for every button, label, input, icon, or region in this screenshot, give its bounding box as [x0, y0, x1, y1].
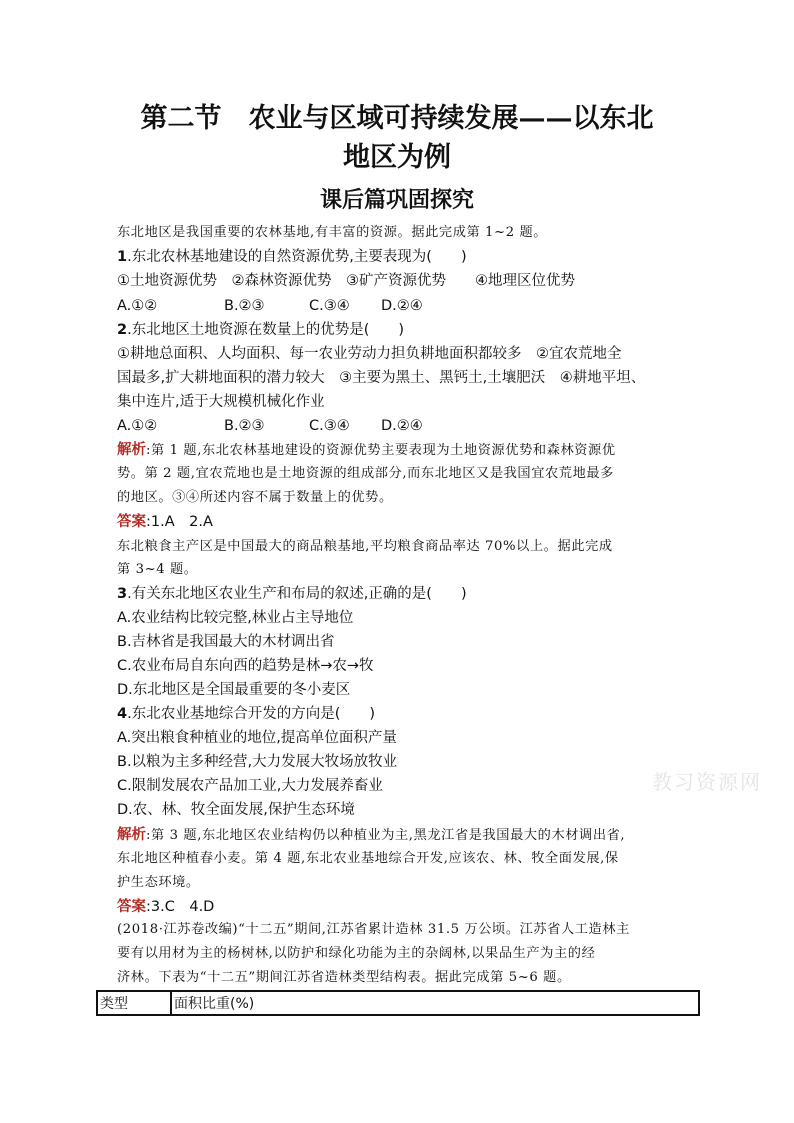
option-b: B.②③ [224, 298, 265, 314]
intro-text: 东北地区是我国重要的农林基地,有丰富的资源。据此完成第 1~2 题。 [117, 225, 548, 240]
option-c: C.农业布局自东向西的趋势是林→农→牧 [117, 658, 374, 674]
question-2-options [117, 416, 423, 436]
question-number: 1 [117, 249, 128, 265]
question-3 [117, 584, 467, 604]
intro-text: 要有以用材为主的杨树林,以防护和绿化功能为主的杂阔林,以果品生产为主的经 [117, 946, 596, 961]
table-header-row [97, 991, 699, 1015]
explanation-text: :第 1 题,东北农林基地建设的资源优势主要表现为土地资源优势和森林资源优 [146, 443, 616, 458]
table-header-cell: 面积比重(%) [171, 991, 699, 1015]
option-d: D.②④ [381, 418, 423, 434]
answer-1 [117, 512, 213, 532]
question-number: 2 [117, 322, 128, 338]
option-a: A.农业结构比较完整,林业占主导地位 [117, 610, 354, 626]
answer-2 [117, 897, 214, 917]
explanation-1 [117, 440, 616, 461]
explanation-text: 势。第 2 题,宜农荒地也是土地资源的组成部分,而东北地区又是我国宜农荒地最多 [117, 466, 614, 481]
question-1 [117, 247, 467, 267]
option-a: A.①② [117, 418, 158, 434]
explanation-text: 的地区。③④所述内容不属于数量上的优势。 [117, 490, 393, 505]
question-2 [117, 320, 404, 340]
option-d: D.东北地区是全国最重要的冬小麦区 [117, 682, 351, 698]
option-a: A.①② [117, 298, 158, 314]
intro-text: 第 3~4 题。 [117, 562, 198, 577]
table-header-cell: 类型 [97, 991, 171, 1015]
option-b: B.以粮为主多种经营,大力发展大牧场放牧业 [117, 754, 398, 770]
explanation-text: :第 3 题,东北地区农业结构仍以种植业为主,黑龙江省是我国最大的木材调出省, [146, 828, 626, 843]
page-title: 第二节 农业与区域可持续发展——以东北 [140, 103, 654, 134]
option-d: D.农、林、牧全面发展,保护生态环境 [117, 802, 355, 818]
explanation-label: 解析 [117, 827, 146, 843]
forest-type-table [96, 990, 700, 1016]
question-number: 4 [117, 706, 128, 722]
option-c: C.③④ [309, 418, 350, 434]
question-1-items: ①土地资源优势 ②森林资源优势 ③矿产资源优势 ④地理区位优势 [117, 273, 575, 289]
question-1-options [117, 296, 423, 316]
answer-text: :1.A 2.A [146, 514, 213, 530]
option-b: B.②③ [224, 418, 265, 434]
explanation-text: 护生态环境。 [117, 875, 200, 890]
question-2-line: 集中连片,适于大规模机械化作业 [117, 394, 325, 410]
answer-label: 答案 [117, 514, 146, 530]
intro-text: 东北粮食主产区是中国最大的商品粮基地,平均粮食商品率达 70%以上。据此完成 [117, 539, 613, 554]
question-number: 3 [117, 586, 128, 602]
question-4 [117, 704, 375, 724]
answer-label: 答案 [117, 899, 146, 915]
option-a: A.突出粮食种植业的地位,提高单位面积产量 [117, 730, 397, 746]
explanation-text: 东北地区种植春小麦。第 4 题,东北农业基地综合开发,应该农、林、牧全面发展,保 [117, 851, 619, 866]
question-stem: .东北农林基地建设的自然资源优势,主要表现为( ) [127, 249, 467, 265]
option-d: D.②④ [381, 298, 423, 314]
watermark: 教习资源网 [652, 770, 762, 794]
question-stem: .东北农业基地综合开发的方向是( ) [127, 706, 376, 722]
question-stem: .东北地区土地资源在数量上的优势是( ) [127, 322, 405, 338]
section-subtitle: 课后篇巩固探究 [319, 187, 474, 213]
answer-text: :3.C 4.D [146, 899, 215, 915]
question-stem: .有关东北地区农业生产和布局的叙述,正确的是( ) [127, 586, 467, 602]
option-c: C.限制发展农产品加工业,大力发展养畜业 [117, 778, 383, 794]
intro-text: 济林。下表为“十二五”期间江苏省造林类型结构表。据此完成第 5~6 题。 [117, 970, 571, 985]
explanation-2 [117, 825, 625, 846]
page-title-line2: 地区为例 [343, 142, 451, 173]
option-c: C.③④ [309, 298, 350, 314]
option-b: B.吉林省是我国最大的木材调出省 [117, 634, 335, 650]
question-2-line: 国最多,扩大耕地面积的潜力较大 ③主要为黑土、黑钙土,土壤肥沃 ④耕地平坦、 [117, 370, 646, 386]
question-2-line: ①耕地总面积、人均面积、每一农业劳动力担负耕地面积都较多 ②宜农荒地全 [117, 346, 622, 362]
intro-text: (2018·江苏卷改编)“十二五”期间,江苏省累计造林 31.5 万公顷。江苏省人工造林主 [117, 922, 630, 937]
explanation-label: 解析 [117, 442, 146, 458]
